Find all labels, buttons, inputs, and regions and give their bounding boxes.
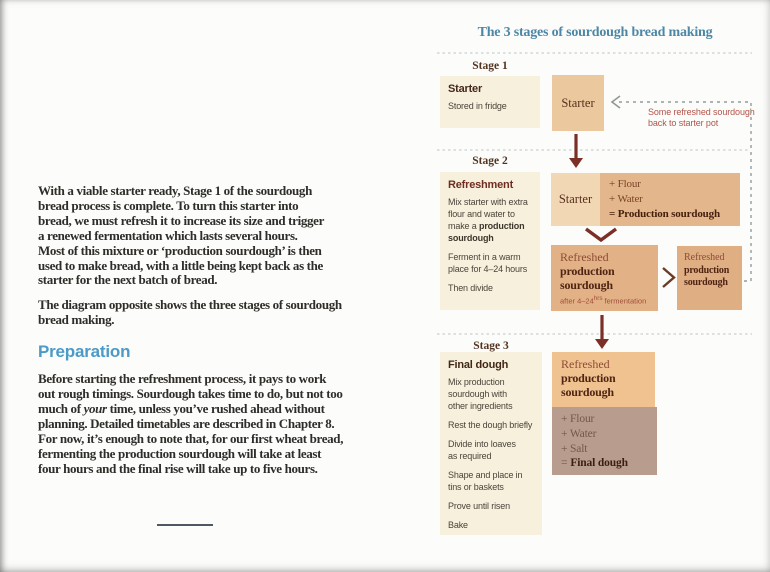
stage3-label: Stage 3 (473, 340, 509, 352)
panel-item: Mix starter with extra flour and water to make a production sourdough (448, 197, 528, 243)
panel-item: Stored in fridge (448, 101, 507, 111)
text-line: starter for the next batch of bread. (38, 272, 218, 288)
down-arrow-head (569, 158, 583, 168)
down-arrow-head (595, 339, 609, 349)
panel-heading: Final dough (448, 359, 509, 371)
water-line: + Water (609, 192, 643, 205)
panel-item: Mix production sourdough with other ingredients (448, 377, 513, 411)
text-line: out rough timings. Sourdough takes time to do, but not too (38, 386, 343, 402)
panel-item: Divide into loaves as required (448, 439, 516, 461)
text-line: With a viable starter ready, Stage 1 of the sourdough (38, 183, 312, 198)
text-line: much of your time, unless you’ve rushed ahead without (38, 400, 325, 416)
flour-line: + Flour (561, 413, 595, 425)
water-line: + Water (561, 427, 597, 440)
fermentation-note: after $4-24^{hrs}$ fermentation (560, 295, 647, 306)
panel-item: Shape and place in tins or baskets (448, 470, 523, 492)
chevron-down-icon (586, 229, 616, 240)
refreshed-sourdough-box: Refreshed production sourdough after $4-24^{hrs}$ fermentation (551, 245, 658, 311)
text-line: For now, it’s enough to note that, for our first wheat bread, (38, 430, 344, 446)
text-line: fermenting the production sourdough will take at least (38, 445, 322, 461)
final-dough-box (552, 407, 657, 475)
section-rule (157, 524, 213, 526)
panel-item: Bake (448, 520, 468, 530)
left-page-text (38, 183, 344, 487)
panel-item: Then divide (448, 283, 493, 293)
stage2-info-panel (440, 172, 540, 310)
salt-line: + Salt (561, 442, 588, 455)
diagram-title: The 3 stages of sourdough bread making (477, 25, 713, 40)
text-line: bread, we must refresh it to increase its size and trigger (38, 212, 324, 228)
mix-box (600, 173, 740, 226)
italic-word: your (83, 400, 107, 416)
stage3-info-panel (440, 352, 542, 535)
panel-item: Prove until risen (448, 501, 510, 511)
flour-line: + Flour (609, 178, 641, 190)
stage2-label: Stage 2 (472, 155, 508, 167)
text-line: planning. Detailed timetables are described in Chapter 8. (38, 415, 335, 431)
paragraph-starter-ready (38, 184, 338, 288)
stage1-info-panel (440, 76, 540, 128)
text-line: Before starting the refreshment process, it pays to work (38, 371, 327, 387)
feedback-arrowhead-icon (612, 96, 620, 108)
text-line: Most of this mixture or ‘production sourdough’ is then (38, 242, 322, 258)
feedback-note: Some refreshed sourdough back to starter pot (648, 107, 755, 128)
starter-box-stage2: Starter (551, 173, 600, 226)
preparation-heading: Preparation (38, 342, 131, 362)
starter-box-stage1: Starter (552, 75, 604, 131)
text-line: bread process is complete. To turn this starter into (38, 197, 299, 213)
kept-back-sourdough-box: Refreshed production sourdough (677, 246, 742, 310)
text-line: bread making. (38, 312, 115, 328)
text-line: The diagram opposite shows the three stages of sourdough (38, 297, 342, 313)
panel-item: Ferment in a warm place for 4–24 hours (448, 252, 528, 274)
final-dough-result: = Final dough (561, 457, 628, 470)
chevron-right-icon (663, 268, 674, 287)
stage1-label: Stage 1 (472, 60, 508, 72)
panel-heading: Starter (448, 83, 483, 95)
text-line: a renewed fermentation which lasts several hours. (38, 227, 298, 243)
production-sourdough-result: = Production sourdough (609, 207, 720, 220)
text-line: four hours and the final rise will take up to five hours. (38, 460, 318, 476)
text-line: used to make bread, with a little being kept back as the (38, 257, 323, 273)
refreshed-sourdough-box-stage3: Refreshed production sourdough (552, 352, 655, 407)
panel-heading: Refreshment (448, 179, 514, 191)
paragraph-diagram-opposite (38, 297, 342, 328)
paragraph-preparation (38, 371, 344, 476)
panel-item: Rest the dough briefly (448, 420, 533, 430)
